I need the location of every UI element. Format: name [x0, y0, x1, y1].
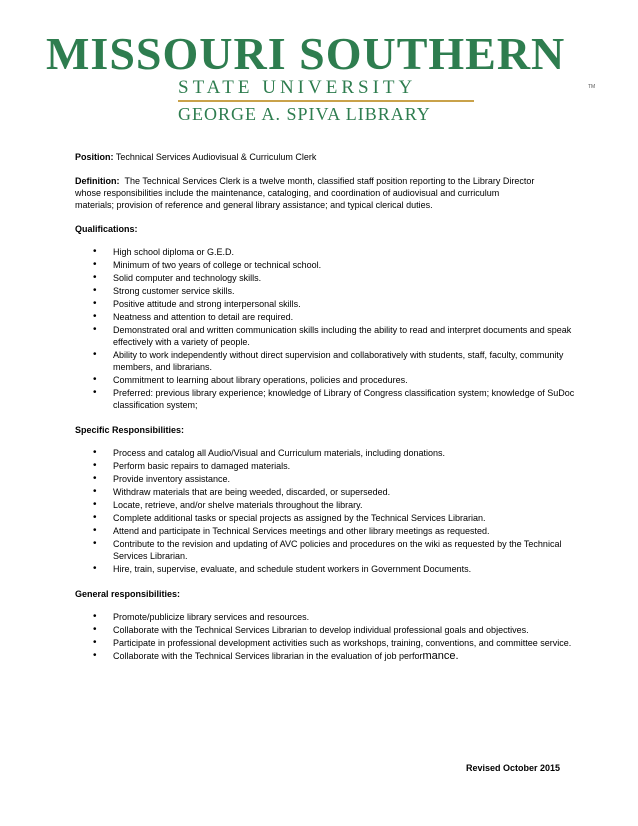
definition-line-1	[75, 175, 575, 187]
logo-subtitle: STATE UNIVERSITY	[178, 77, 417, 98]
list-item: • Neatness and attention to detail are required.	[75, 311, 575, 323]
position-value: Technical Services Audiovisual & Curriculum Clerk	[115, 152, 317, 162]
general-responsibilities-list	[75, 611, 575, 662]
qualifications-list	[75, 246, 575, 411]
list-item: • Provide inventory assistance.	[75, 473, 575, 485]
job-description	[75, 151, 575, 663]
definition-line-2: whose responsibilities include the maintenance, cataloging, and coordination of audiovisual and curriculum	[75, 188, 500, 198]
list-item: • Collaborate with the Technical Services Librarian to develop individual professional goals and objectives.	[75, 624, 575, 636]
list-item-text: Collaborate with the Technical Services librarian in the evaluation of job perfor	[113, 651, 423, 661]
list-item: • Attend and participate in Technical Services meetings and other library meetings as requested.	[75, 525, 575, 537]
list-item: • Positive attitude and strong interpersonal skills.	[75, 298, 575, 310]
list-item: • Process and catalog all Audio/Visual and Curriculum materials, including donations.	[75, 447, 575, 459]
list-item: • Hire, train, supervise, evaluate, and schedule student workers in Government Documents.	[75, 563, 575, 575]
list-item: • Strong customer service skills.	[75, 285, 575, 297]
definition-line-3: materials; provision of reference and general library assistance; and typical clerical duties.	[75, 200, 433, 210]
list-item-text-tail: mance.	[422, 650, 459, 662]
list-item: • Solid computer and technology skills.	[75, 272, 575, 284]
definition-text-1: The Technical Services Clerk is a twelve month, classified staff position reporting to the Library Director	[124, 176, 535, 186]
list-item: • Contribute to the revision and updating of AVC policies and procedures on the wiki as requested by the Technical Services Librarian.	[75, 538, 575, 562]
list-item: • Preferred: previous library experience; knowledge of Library of Congress classification system; knowledge of SuDoc classification system;	[75, 387, 575, 411]
list-item: • Complete additional tasks or special projects as assigned by the Technical Services Librarian.	[75, 512, 575, 524]
list-item: • Ability to work independently without direct supervision and collaboratively with students, staff, faculty, community members, and librarians.	[75, 349, 575, 373]
list-item: • Minimum of two years of college or technical school.	[75, 259, 575, 271]
list-item: • High school diploma or G.E.D.	[75, 246, 575, 258]
list-item	[75, 650, 575, 662]
definition-label: Definition:	[75, 176, 120, 186]
list-item: • Demonstrated oral and written communication skills including the ability to read and interpret documents and speak effectively with a variety of people.	[75, 324, 575, 348]
logo-divider	[178, 100, 474, 102]
revision-date: Revised October 2015	[466, 763, 561, 773]
qualifications-heading: Qualifications:	[75, 224, 138, 234]
position-line	[75, 151, 575, 163]
list-item: • Locate, retrieve, and/or shelve materials throughout the library.	[75, 499, 575, 511]
position-label: Position:	[75, 152, 114, 162]
general-responsibilities-heading: General responsibilities:	[75, 589, 181, 599]
university-logo	[0, 0, 638, 135]
list-item: • Participate in professional development activities such as workshops, training, conventions, and committee service.	[75, 637, 575, 649]
list-item: • Commitment to learning about library operations, policies and procedures.	[75, 374, 575, 386]
logo-title: MISSOURI SOUTHERN	[46, 28, 566, 79]
logo-trademark: TM	[588, 84, 596, 90]
list-item: • Withdraw materials that are being weeded, discarded, or superseded.	[75, 486, 575, 498]
specific-responsibilities-heading: Specific Responsibilities:	[75, 425, 185, 435]
list-item: • Perform basic repairs to damaged materials.	[75, 460, 575, 472]
list-item: • Promote/publicize library services and resources.	[75, 611, 575, 623]
logo-library-name: GEORGE A. SPIVA LIBRARY	[178, 104, 431, 124]
specific-responsibilities-list	[75, 447, 575, 575]
definition-paragraph	[75, 175, 575, 211]
